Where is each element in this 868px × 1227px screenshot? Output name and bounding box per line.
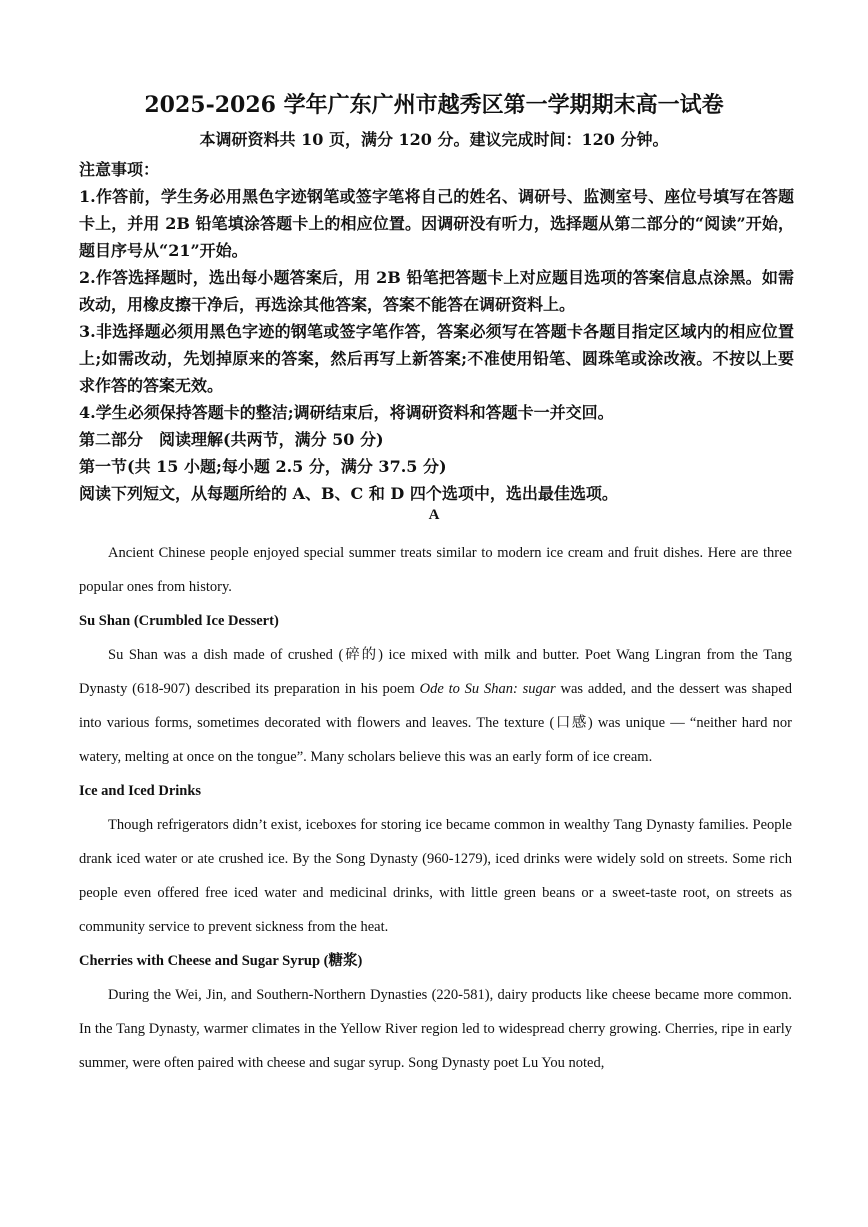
section-heading-su-shan: Su Shan (Crumbled Ice Dessert) — [79, 613, 279, 629]
notice-item-2: 2.作答选择题时，选出每小题答案后，用 2B 铅笔把答题卡上对应题目选项的答案信息点涂黑。如需改动，用橡皮擦干净后，再选涂其他答案，答案不能答在调研资料上。 — [79, 268, 794, 314]
part-heading: 第二部分 阅读理解(共两节，满分 50 分) — [79, 430, 384, 449]
exam-subtitle: 本调研资料共 10 页，满分 120 分。建议完成时间：120 分钟。 — [199, 130, 669, 149]
section-heading-iced-drinks: Ice and Iced Drinks — [79, 783, 202, 799]
reading-instruction: 阅读下列短文，从每题所给的 A、B、C 和 D 四个选项中，选出最佳选项。 — [79, 484, 618, 503]
section-heading-cherries: Cherries with Cheese and Sugar Syrup (糖浆) — [79, 953, 363, 969]
notice-heading: 注意事项： — [79, 160, 160, 179]
notice-item-3: 3.非选择题必须用黑色字迹的钢笔或签字笔作答，答案必须写在答题卡各题目指定区域内的相应位置上;如需改动，先划掉原来的答案，然后再写上新答案;不准使用铅笔、圆珠笔或涂改液。不按以上要求作答的答案无效。 — [79, 322, 794, 395]
paragraph-su-shan-text-1: Su Shan was a dish made of crushed (碎的) ice mixed with milk and butter. Poet Wang Lingran from the Tang Dynasty (618-907) described its preparation in his poem — [79, 647, 792, 697]
notice-block — [79, 156, 794, 507]
paragraph-su-shan-text-2: was added, and the dessert was shaped into various forms, sometimes decorated with flowers and leaves. The texture (口感) was unique — “neither hard nor watery, melting at once on the tongue”. Many scholars believe this was an early form of ice cream. — [79, 681, 792, 765]
paragraph-iced-drinks: Though refrigerators didn’t exist, iceboxes for storing ice became common in wealthy Tang Dynasty families. People drank iced water or ate crushed ice. By the Song Dynasty (960-1279), iced drinks were widely sold on streets. Some rich people even offered free iced water and medicinal drinks, with little green beans or a sweet-taste root, on streets as community service to prevent sickness from the heat. — [79, 817, 792, 935]
reading-passage — [79, 536, 792, 1080]
paragraph-cherries: During the Wei, Jin, and Southern-Northern Dynasties (220-581), dairy products like cheese became more common. In the Tang Dynasty, warmer climates in the Yellow River region led to widespread cherry growing. Cherries, ripe in early summer, were often paired with cheese and sugar syrup. Song Dynasty poet Lu You noted, — [79, 987, 792, 1071]
passage-label: A — [428, 507, 440, 523]
section-heading: 第一节(共 15 小题;每小题 2.5 分，满分 37.5 分) — [79, 457, 447, 476]
passage-intro: Ancient Chinese people enjoyed special summer treats similar to modern ice cream and fruit dishes. Here are three popular ones from history. — [79, 545, 792, 595]
exam-title: 2025-2026 学年广东广州市越秀区第一学期期末高一试卷 — [144, 92, 724, 118]
notice-item-1: 1.作答前，学生务必用黑色字迹钢笔或签字笔将自己的姓名、调研号、监测室号、座位号填写在答题卡上，并用 2B 铅笔填涂答题卡上的相应位置。因调研没有听力，选择题从第二部分的“阅读”开始，题目序号从“21”开始。 — [79, 187, 794, 260]
poem-title: Ode to Su Shan: sugar — [419, 681, 556, 697]
notice-item-4: 4.学生必须保持答题卡的整洁;调研结束后，将调研资料和答题卡一并交回。 — [79, 403, 614, 422]
paragraph-su-shan — [79, 638, 792, 774]
